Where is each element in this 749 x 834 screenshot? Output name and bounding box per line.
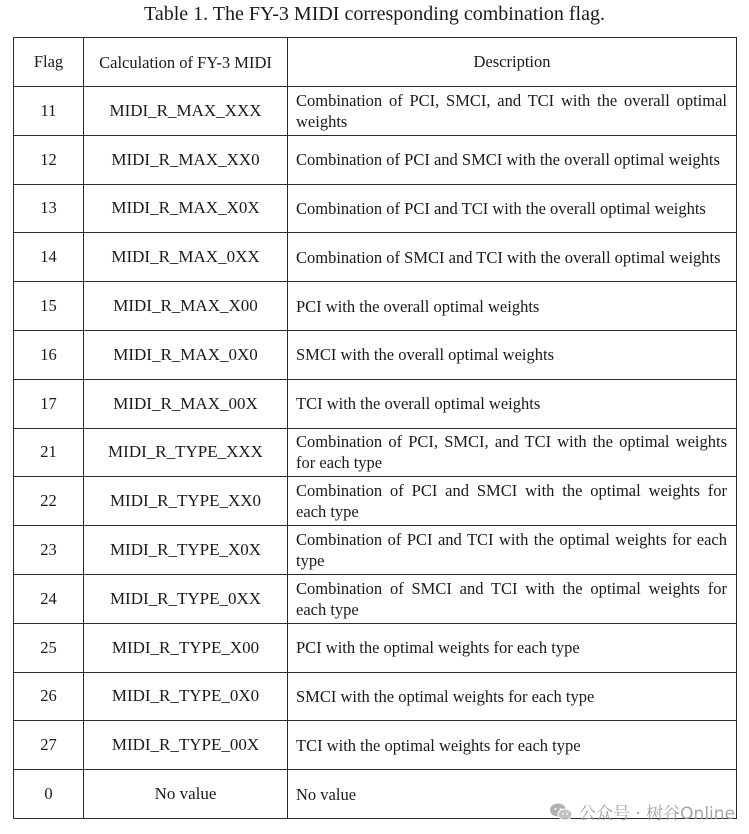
cell-description: Combination of PCI, SMCI, and TCI with the overall optimal weights [288,87,737,136]
table-caption: Table 1. The FY-3 MIDI corresponding combination flag. [144,3,605,25]
header-description: Description [288,38,737,87]
cell-calculation: MIDI_R_MAX_0XX [84,233,288,282]
table-row [14,233,737,282]
cell-description: PCI with the optimal weights for each type [288,623,737,672]
cell-calculation: MIDI_R_MAX_00X [84,379,288,428]
cell-description: Combination of PCI and SMCI with the optimal weights for each type [288,477,737,526]
combination-flag-table [13,37,737,819]
table-row [14,672,737,721]
watermark [549,799,735,824]
cell-calculation: No value [84,770,288,819]
table-row [14,135,737,184]
cell-flag: 16 [14,330,84,379]
cell-calculation: MIDI_R_MAX_XXX [84,87,288,136]
header-flag: Flag [14,38,84,87]
cell-calculation: MIDI_R_MAX_X00 [84,282,288,331]
cell-flag: 17 [14,379,84,428]
table-row [14,721,737,770]
cell-calculation: MIDI_R_TYPE_00X [84,721,288,770]
cell-calculation: MIDI_R_TYPE_0XX [84,574,288,623]
cell-calculation: MIDI_R_MAX_X0X [84,184,288,233]
cell-calculation: MIDI_R_TYPE_X00 [84,623,288,672]
cell-flag: 21 [14,428,84,477]
table-row [14,379,737,428]
cell-description: TCI with the optimal weights for each type [288,721,737,770]
header-row [14,38,737,87]
table-row [14,87,737,136]
cell-description: Combination of PCI, SMCI, and TCI with the optimal weights for each type [288,428,737,477]
cell-flag: 27 [14,721,84,770]
table-row [14,526,737,575]
cell-description: PCI with the overall optimal weights [288,282,737,331]
cell-description: Combination of SMCI and TCI with the overall optimal weights [288,233,737,282]
table-row [14,623,737,672]
cell-flag: 15 [14,282,84,331]
table-row [14,428,737,477]
cell-calculation: MIDI_R_TYPE_XXX [84,428,288,477]
cell-calculation: MIDI_R_MAX_0X0 [84,330,288,379]
cell-flag: 24 [14,574,84,623]
cell-calculation: MIDI_R_TYPE_XX0 [84,477,288,526]
cell-flag: 11 [14,87,84,136]
table-row [14,184,737,233]
cell-description: No value [288,770,737,819]
cell-flag: 14 [14,233,84,282]
cell-description: Combination of PCI and TCI with the overall optimal weights [288,184,737,233]
cell-flag: 26 [14,672,84,721]
cell-calculation: MIDI_R_TYPE_0X0 [84,672,288,721]
table-row [14,282,737,331]
wechat-icon [549,802,573,822]
cell-description: SMCI with the overall optimal weights [288,330,737,379]
cell-description: Combination of SMCI and TCI with the optimal weights for each type [288,574,737,623]
table-row [14,477,737,526]
cell-flag: 25 [14,623,84,672]
cell-description: TCI with the overall optimal weights [288,379,737,428]
cell-flag: 13 [14,184,84,233]
table-row [14,330,737,379]
cell-flag: 23 [14,526,84,575]
cell-calculation: MIDI_R_TYPE_X0X [84,526,288,575]
table-row [14,574,737,623]
cell-flag: 0 [14,770,84,819]
watermark-text: 公众号 · 树谷Online [578,804,735,824]
cell-flag: 12 [14,135,84,184]
cell-calculation: MIDI_R_MAX_XX0 [84,135,288,184]
cell-description: SMCI with the optimal weights for each type [288,672,737,721]
header-calculation: Calculation of FY-3 MIDI [84,38,288,87]
cell-description: Combination of PCI and SMCI with the overall optimal weights [288,135,737,184]
cell-description: Combination of PCI and TCI with the optimal weights for each type [288,526,737,575]
cell-flag: 22 [14,477,84,526]
